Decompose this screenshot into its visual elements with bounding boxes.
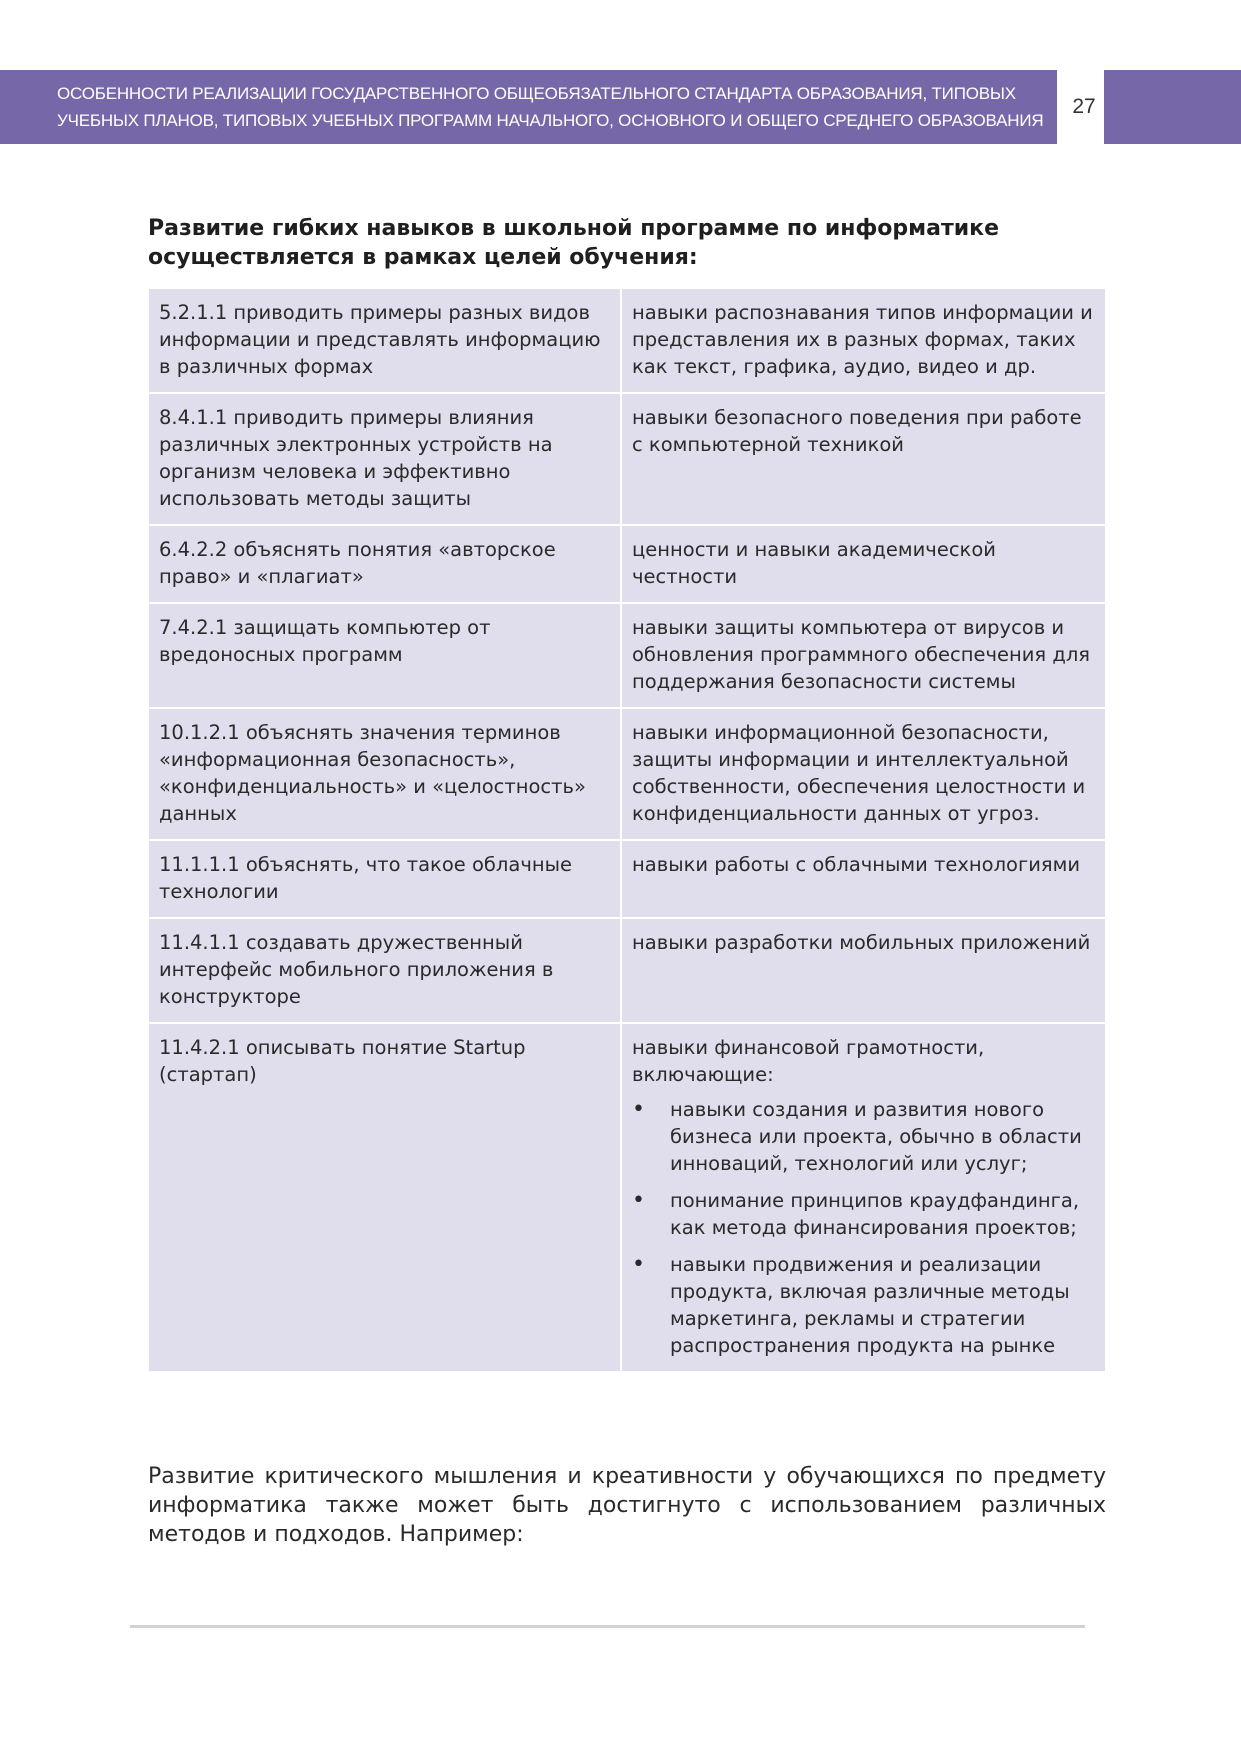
bullet-dot-icon: • <box>632 1097 645 1122</box>
bullet-text: навыки продвижения и реализации продукта, включая различные методы маркетинга, рекламы и стратегии распространения продукта на рынке <box>670 1253 1070 1357</box>
closing-paragraph: Развитие критического мышления и креативности у обучающихся по предмету информатика также может быть достигнуто с использованием различных методов и подходов. Например: <box>148 1464 1106 1547</box>
list-item <box>632 1187 1095 1241</box>
goal-cell: 7.4.2.1 защищать компьютер от вредоносных программ <box>148 603 621 708</box>
list-item <box>632 1251 1095 1359</box>
table-row <box>148 288 1106 393</box>
table-row <box>148 840 1106 918</box>
footer-divider <box>130 1625 1085 1628</box>
goal-cell: 5.2.1.1 приводить примеры разных видов информации и представлять информацию в различных формах <box>148 288 621 393</box>
page-number: 27 <box>1072 95 1096 118</box>
header-band-right <box>1104 70 1241 144</box>
running-header-line-2: УЧЕБНЫХ ПЛАНОВ, ТИПОВЫХ УЧЕБНЫХ ПРОГРАММ НАЧАЛЬНОГО, ОСНОВНОГО И ОБЩЕГО СРЕДНЕГО ОБРАЗОВАНИЯ <box>57 111 1044 130</box>
skill-cell: навыки информационной безопасности, защиты информации и интеллектуальной собственности, обеспечения целостности и конфиденциальности данных от угроз. <box>621 708 1106 840</box>
bullet-dot-icon: • <box>632 1188 645 1213</box>
table-row <box>148 708 1106 840</box>
skill-cell: навыки защиты компьютера от вирусов и обновления программного обеспечения для поддержания безопасности системы <box>621 603 1106 708</box>
list-item <box>632 1096 1095 1177</box>
running-header-line-1: ОСОБЕННОСТИ РЕАЛИЗАЦИИ ГОСУДАРСТВЕННОГО ОБЩЕОБЯЗАТЕЛЬНОГО СТАНДАРТА ОБРАЗОВАНИЯ, ТИПОВЫХ <box>57 84 1016 103</box>
goal-cell: 6.4.2.2 объяснять понятия «авторское право» и «плагиат» <box>148 525 621 603</box>
table-row <box>148 393 1106 525</box>
header-band <box>0 70 1057 144</box>
goal-cell: 10.1.2.1 объяснять значения терминов «информационная безопасность», «конфиденциальность» и «целостность» данных <box>148 708 621 840</box>
table-row <box>148 918 1106 1023</box>
skill-cell-lead: навыки финансовой грамотности, включающие: <box>632 1036 985 1086</box>
learning-goals-table <box>147 287 1107 1373</box>
bullet-text: навыки создания и развития нового бизнеса или проекта, обычно в области инноваций, технологий или услуг; <box>670 1098 1082 1175</box>
running-header-title <box>57 80 1057 134</box>
skill-cell: ценности и навыки академической честности <box>621 525 1106 603</box>
table-row <box>148 1023 1106 1372</box>
table-row <box>148 603 1106 708</box>
goal-cell: 11.4.1.1 создавать дружественный интерфейс мобильного приложения в конструкторе <box>148 918 621 1023</box>
skill-cell: навыки разработки мобильных приложений <box>621 918 1106 1023</box>
skill-cell: навыки безопасного поведения при работе с компьютерной техникой <box>621 393 1106 525</box>
bullet-dot-icon: • <box>632 1252 645 1277</box>
table-row <box>148 525 1106 603</box>
skill-bullet-list <box>632 1096 1095 1359</box>
skill-cell: навыки работы с облачными технологиями <box>621 840 1106 918</box>
skill-cell <box>621 1023 1106 1372</box>
goal-cell: 8.4.1.1 приводить примеры влияния различных электронных устройств на организм человека и эффективно использовать методы защиты <box>148 393 621 525</box>
skill-cell: навыки распознавания типов информации и представления их в разных формах, таких как текст, графика, аудио, видео и др. <box>621 288 1106 393</box>
bullet-text: понимание принципов краудфандинга, как метода финансирования проектов; <box>670 1189 1080 1239</box>
goal-cell: 11.4.2.1 описывать понятие Startup (стартап) <box>148 1023 621 1372</box>
section-intro: Развитие гибких навыков в школьной программе по информатике осуществляется в рамках целей обучения: <box>148 216 1000 270</box>
goal-cell: 11.1.1.1 объяснять, что такое облачные технологии <box>148 840 621 918</box>
